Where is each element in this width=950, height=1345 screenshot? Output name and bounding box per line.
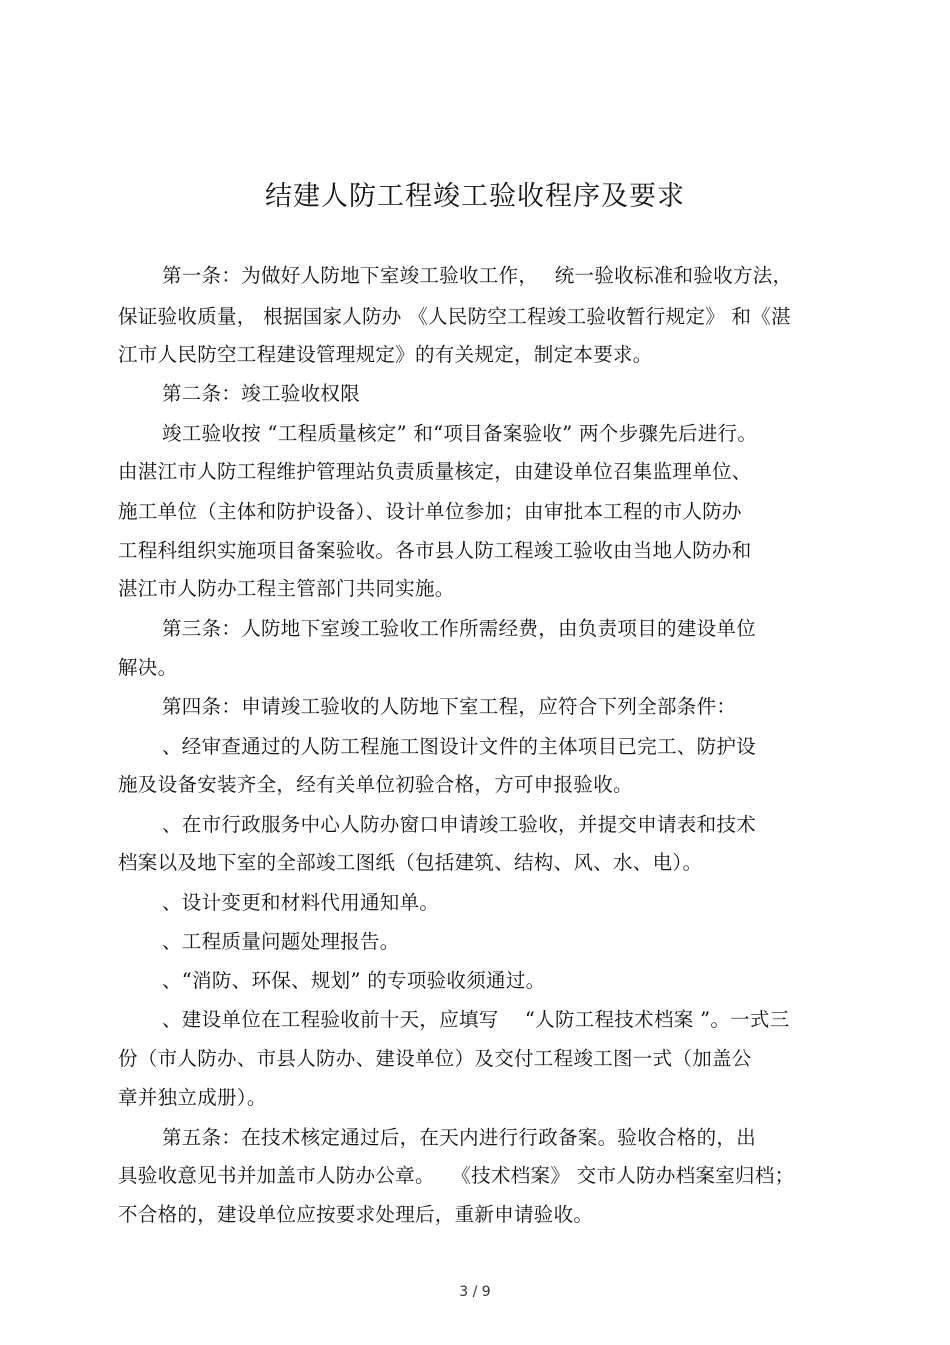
paragraph-line: 竣工验收按 “工程质量核定” 和“项目备案验收” 两个步骤先后进行。	[162, 422, 758, 445]
paragraph-line: 第三条：人防地下室竣工验收工作所需经费，由负责项目的建设单位	[162, 617, 757, 640]
paragraph-line: 第五条：在技术核定通过后，在天内进行行政备案。验收合格的，出	[162, 1126, 757, 1149]
paragraph-line: 份（市人防办、市县人防办、建设单位）及交付工程竣工图一式（加盖公	[118, 1047, 752, 1070]
paragraph-line: 第一条：为做好人防地下室竣工验收工作， 统一验收标准和验收方法，	[162, 264, 793, 287]
paragraph-line: 工程科组织实施项目备案验收。各市县人防工程竣工验收由当地人防办和	[118, 539, 752, 562]
paragraph-line: 第二条：竣工验收权限	[162, 382, 361, 405]
paragraph-line: 、经审查通过的人防工程施工图设计文件的主体项目已完工、防护设	[162, 735, 757, 758]
paragraph-line: 具验收意见书并加盖市人防办公章。 《技术档案》 交市人防办档案室归档；	[118, 1164, 795, 1187]
paragraph-line: 、设计变更和材料代用通知单。	[162, 891, 440, 914]
paragraph-line: 章并独立成册）。	[118, 1086, 267, 1109]
paragraph-line: 、工程质量问题处理报告。	[162, 930, 400, 953]
paragraph-line: 第四条：申请竣工验收的人防地下室工程，应符合下列全部条件：	[162, 695, 737, 718]
paragraph-line: 保证验收质量， 根据国家人防办 《人民防空工程竣工验收暂行规定》 和《湛	[118, 305, 791, 328]
page-title: 结建人防工程竣工验收程序及要求	[265, 181, 685, 212]
paragraph-line: 江市人民防空工程建设管理规定》的有关规定，制定本要求。	[118, 343, 653, 366]
paragraph-line: 、在市行政服务中心人防办窗口申请竣工验收，并提交申请表和技术	[162, 813, 757, 836]
paragraph-line: 、“消防、环保、规划” 的专项验收须通过。	[162, 969, 546, 992]
paragraph-line: 档案以及地下室的全部竣工图纸（包括建筑、结构、风、水、电）。	[118, 851, 703, 874]
paragraph-line: 施工单位（主体和防护设备）、设计单位参加；由审批本工程的市人防办	[118, 500, 742, 523]
paragraph-line: 、建设单位在工程验收前十天，应填写 “人防工程技术档案 ”。一式三	[162, 1008, 790, 1031]
paragraph-line: 解决。	[118, 656, 178, 679]
page-number: 3 / 9	[459, 1284, 491, 1300]
paragraph-line: 施及设备安装齐全，经有关单位初验合格，方可申报验收。	[118, 773, 633, 796]
paragraph-line: 由湛江市人防工程维护管理站负责质量核定，由建设单位召集监理单位、	[118, 460, 752, 483]
paragraph-line: 不合格的，建设单位应按要求处理后，重新申请验收。	[118, 1203, 594, 1226]
paragraph-line: 湛江市人防办工程主管部门共同实施。	[118, 577, 455, 600]
